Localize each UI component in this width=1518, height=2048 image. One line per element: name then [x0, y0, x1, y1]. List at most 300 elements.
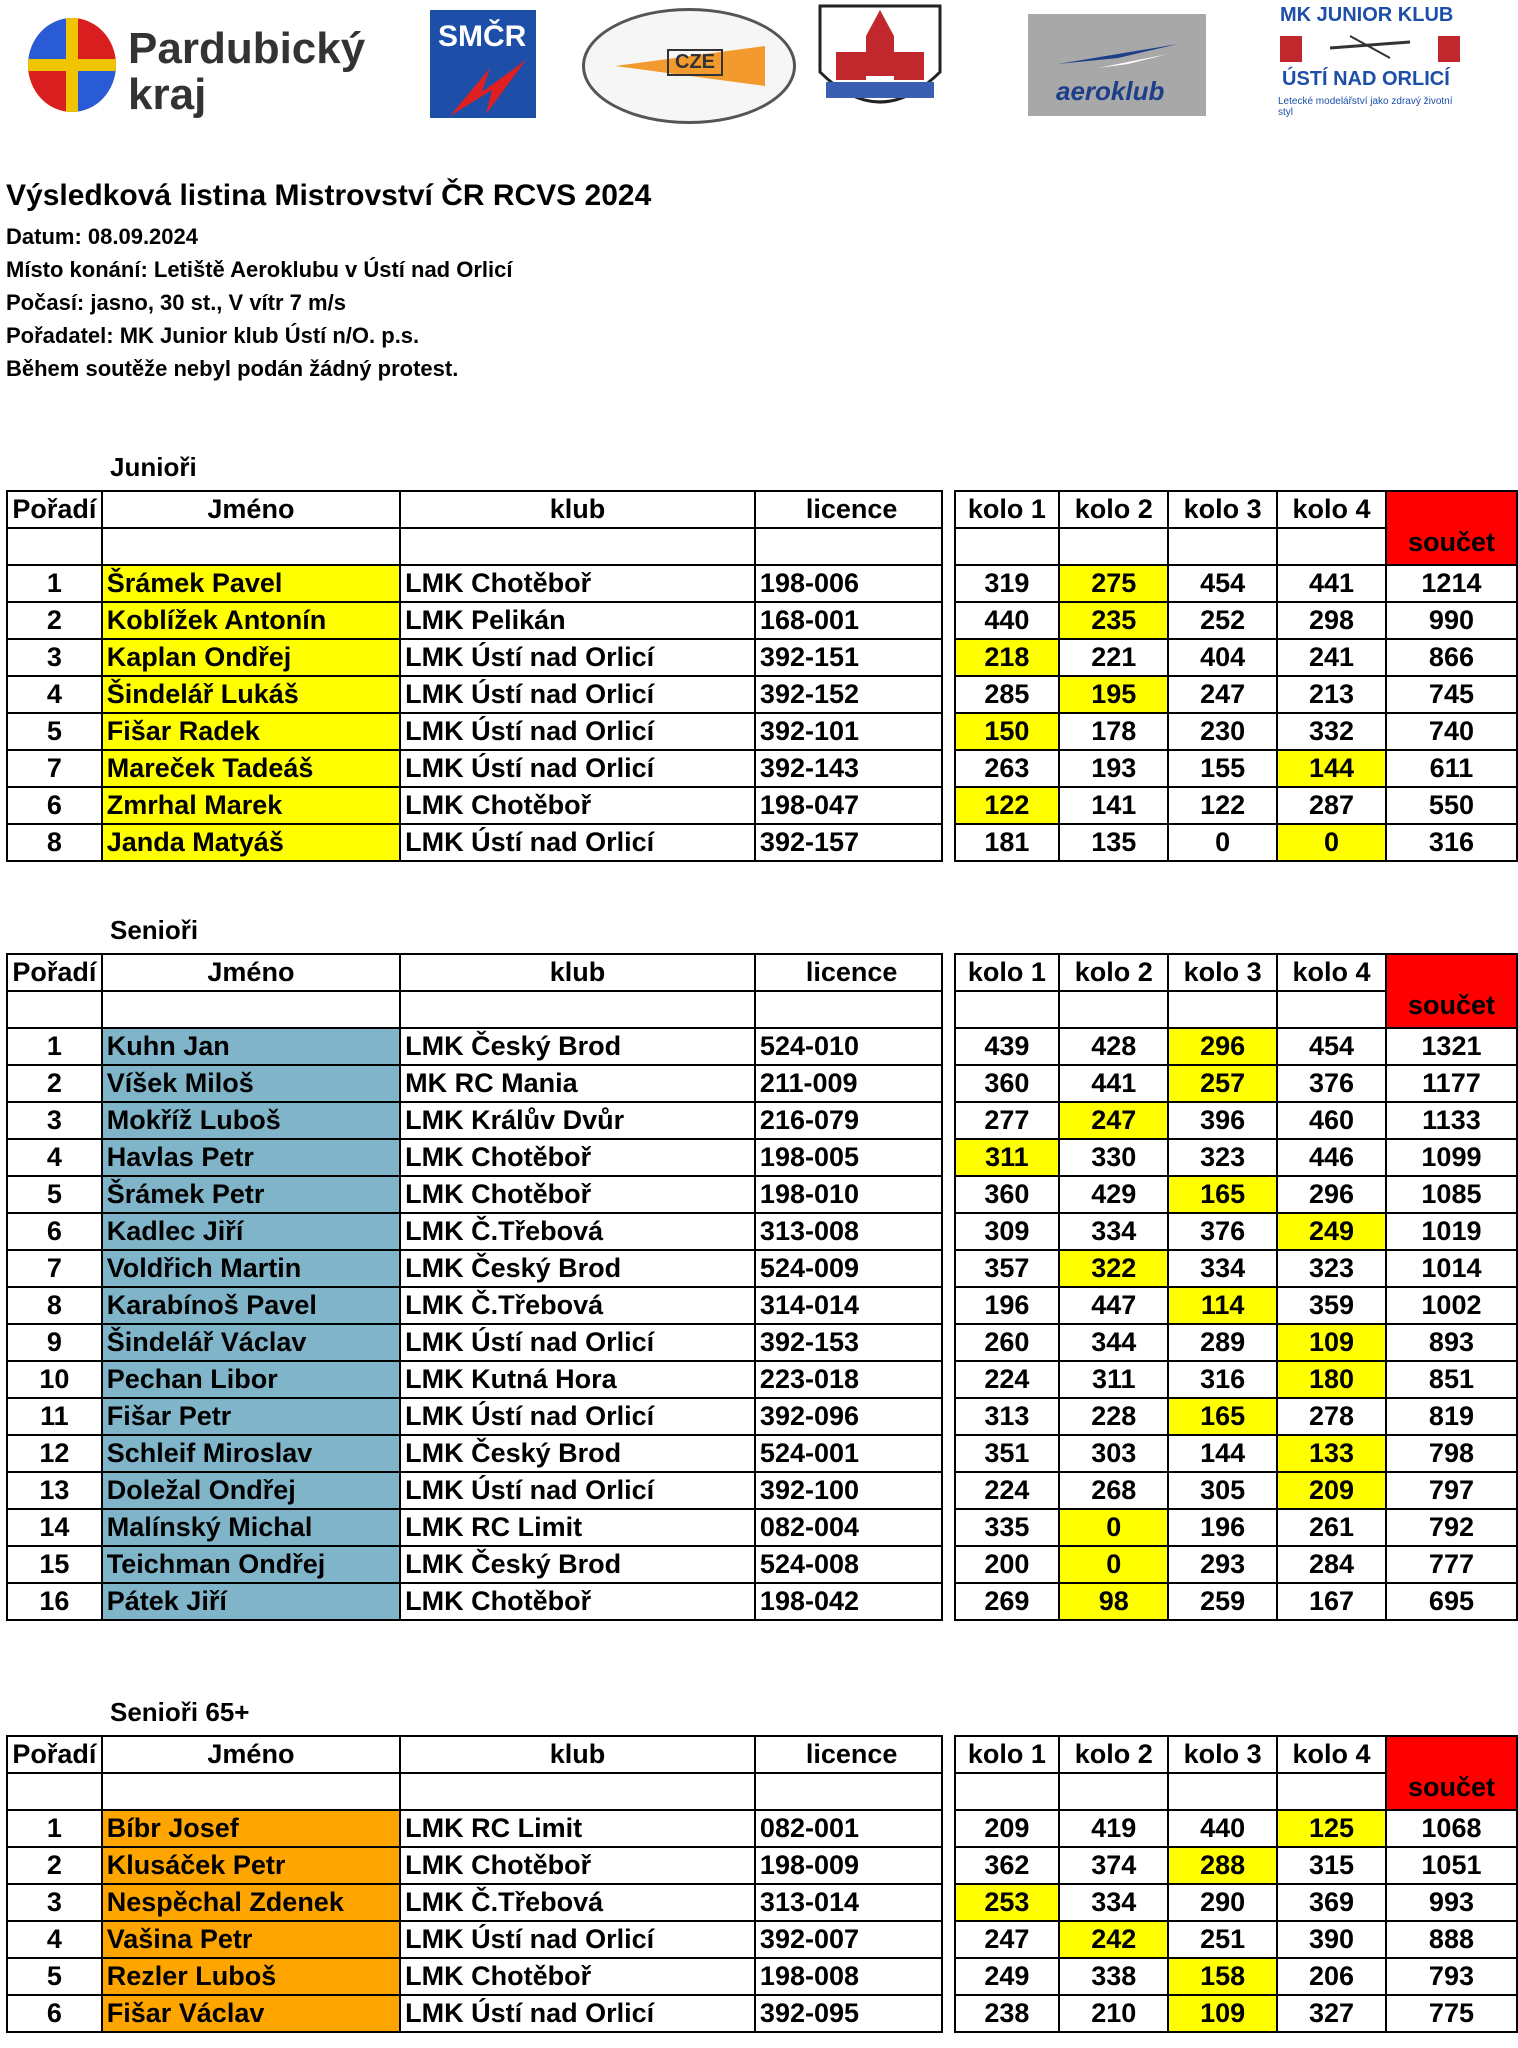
round-4-score-cell: 167: [1277, 1583, 1386, 1620]
round-2-score-cell: 195: [1059, 676, 1168, 713]
round-2-score-cell: 311: [1059, 1361, 1168, 1398]
licence-cell: 198-009: [755, 1847, 942, 1884]
round-4-score-cell: 454: [1277, 1028, 1386, 1065]
round-1-score-cell: 150: [955, 713, 1060, 750]
round-4-score-cell: 0: [1277, 824, 1386, 861]
competitor-name-cell: Janda Matyáš: [102, 824, 400, 861]
table-row: [7, 1176, 1517, 1213]
round-4-score-cell: 390: [1277, 1921, 1386, 1958]
pardubicky-kraj-logo: Pardubický kraj: [128, 24, 366, 119]
round-2-score-cell: 322: [1059, 1250, 1168, 1287]
round-1-score-cell: 351: [955, 1435, 1060, 1472]
round-4-score-cell: 249: [1277, 1213, 1386, 1250]
round-2-score-cell: 344: [1059, 1324, 1168, 1361]
round-3-header: kolo 3: [1168, 954, 1277, 991]
round-3-score-cell: 305: [1168, 1472, 1277, 1509]
competitor-name-cell: Nespěchal Zdenek: [102, 1884, 400, 1921]
round-4-header: kolo 4: [1277, 491, 1386, 528]
round-4-score-cell: 287: [1277, 787, 1386, 824]
round-3-score-cell: 376: [1168, 1213, 1277, 1250]
round-2-score-cell: 0: [1059, 1546, 1168, 1583]
column-separator: [942, 1509, 954, 1546]
licence-cell: 313-008: [755, 1213, 942, 1250]
round-3-score-cell: 316: [1168, 1361, 1277, 1398]
rank-cell: 2: [7, 1065, 102, 1102]
licence-cell: 223-018: [755, 1361, 942, 1398]
empty-header-cell: [1168, 1773, 1277, 1810]
sum-header: součet: [1386, 1736, 1517, 1810]
column-separator: [942, 491, 954, 565]
sum-cell: 777: [1386, 1546, 1517, 1583]
licence-cell: 392-101: [755, 713, 942, 750]
section-title-seniors-65: Senioři 65+: [110, 1697, 250, 1727]
round-3-score-cell: 165: [1168, 1398, 1277, 1435]
rank-cell: 4: [7, 1139, 102, 1176]
round-2-header: kolo 2: [1059, 1736, 1168, 1773]
round-3-score-cell: 454: [1168, 565, 1277, 602]
competitor-name-cell: Fišar Radek: [102, 713, 400, 750]
club-cell: LMK Ústí nad Orlicí: [400, 676, 755, 713]
table-subheader-row: [7, 528, 1517, 565]
club-cell: LMK RC Limit: [400, 1810, 755, 1847]
empty-header-cell: [755, 528, 942, 565]
round-3-score-cell: 290: [1168, 1884, 1277, 1921]
rank-cell: 6: [7, 1213, 102, 1250]
smcr-logo: SMČR: [430, 10, 536, 118]
rank-cell: 11: [7, 1398, 102, 1435]
sum-cell: 792: [1386, 1509, 1517, 1546]
sum-cell: 1321: [1386, 1028, 1517, 1065]
round-1-score-cell: 247: [955, 1921, 1060, 1958]
round-1-score-cell: 122: [955, 787, 1060, 824]
licence-cell: 082-004: [755, 1509, 942, 1546]
round-1-header: kolo 1: [955, 1736, 1060, 1773]
round-2-score-cell: 141: [1059, 787, 1168, 824]
table-row: [7, 1361, 1517, 1398]
empty-header-cell: [400, 991, 755, 1028]
round-1-score-cell: 224: [955, 1472, 1060, 1509]
licence-cell: 198-008: [755, 1958, 942, 1995]
table-row: [7, 1509, 1517, 1546]
competitor-name-cell: Koblížek Antonín: [102, 602, 400, 639]
round-4-score-cell: 109: [1277, 1324, 1386, 1361]
sum-cell: 1214: [1386, 565, 1517, 602]
round-1-score-cell: 224: [955, 1361, 1060, 1398]
rank-cell: 14: [7, 1509, 102, 1546]
round-3-score-cell: 257: [1168, 1065, 1277, 1102]
table-row: [7, 1102, 1517, 1139]
club-cell: MK RC Mania: [400, 1065, 755, 1102]
weather-line: Počasí: jasno, 30 st., V vítr 7 m/s: [6, 290, 346, 315]
round-3-score-cell: 165: [1168, 1176, 1277, 1213]
competitor-name-cell: Mokříž Luboš: [102, 1102, 400, 1139]
column-separator: [942, 1250, 954, 1287]
round-1-score-cell: 218: [955, 639, 1060, 676]
table-row: [7, 1250, 1517, 1287]
round-1-score-cell: 285: [955, 676, 1060, 713]
sum-cell: 1014: [1386, 1250, 1517, 1287]
round-4-score-cell: 376: [1277, 1065, 1386, 1102]
licence-cell: 392-100: [755, 1472, 942, 1509]
club-cell: LMK Chotěboř: [400, 1958, 755, 1995]
round-3-score-cell: 230: [1168, 713, 1277, 750]
column-separator: [942, 1546, 954, 1583]
column-separator: [942, 1958, 954, 1995]
column-separator: [942, 1102, 954, 1139]
round-2-score-cell: 334: [1059, 1213, 1168, 1250]
round-3-score-cell: 155: [1168, 750, 1277, 787]
rank-cell: 12: [7, 1435, 102, 1472]
club-cell: LMK Chotěboř: [400, 1176, 755, 1213]
round-1-score-cell: 357: [955, 1250, 1060, 1287]
rank-cell: 2: [7, 1847, 102, 1884]
club-cell: LMK Ústí nad Orlicí: [400, 1472, 755, 1509]
round-3-score-cell: 404: [1168, 639, 1277, 676]
protest-line: Během soutěže nebyl podán žádný protest.: [6, 356, 459, 381]
sum-cell: 793: [1386, 1958, 1517, 1995]
round-3-score-cell: 122: [1168, 787, 1277, 824]
empty-header-cell: [102, 1773, 400, 1810]
licence-cell: 392-153: [755, 1324, 942, 1361]
club-cell: LMK Ústí nad Orlicí: [400, 824, 755, 861]
round-4-score-cell: 144: [1277, 750, 1386, 787]
round-3-score-cell: 334: [1168, 1250, 1277, 1287]
empty-header-cell: [7, 528, 102, 565]
licence-cell: 524-001: [755, 1435, 942, 1472]
town-coat-of-arms-icon: [816, 2, 944, 122]
results-header: [6, 176, 651, 385]
rank-cell: 8: [7, 1287, 102, 1324]
round-3-score-cell: 293: [1168, 1546, 1277, 1583]
column-separator: [942, 1583, 954, 1620]
round-2-score-cell: 235: [1059, 602, 1168, 639]
round-4-score-cell: 369: [1277, 1884, 1386, 1921]
licence-cell: 313-014: [755, 1884, 942, 1921]
round-1-score-cell: 238: [955, 1995, 1060, 2032]
round-4-score-cell: 284: [1277, 1546, 1386, 1583]
rank-cell: 5: [7, 1176, 102, 1213]
table-row: [7, 1398, 1517, 1435]
rank-cell: 6: [7, 1995, 102, 2032]
licence-cell: 198-010: [755, 1176, 942, 1213]
club-cell: LMK Kutná Hora: [400, 1361, 755, 1398]
competitor-name-cell: Víšek Miloš: [102, 1065, 400, 1102]
round-4-score-cell: 298: [1277, 602, 1386, 639]
rank-cell: 3: [7, 639, 102, 676]
empty-header-cell: [955, 528, 1060, 565]
rank-cell: 3: [7, 1884, 102, 1921]
section-title-seniors: Senioři: [110, 915, 199, 945]
round-1-score-cell: 196: [955, 1287, 1060, 1324]
table-row: [7, 1546, 1517, 1583]
round-3-score-cell: 396: [1168, 1102, 1277, 1139]
sum-cell: 740: [1386, 713, 1517, 750]
club-cell: LMK Č.Třebová: [400, 1884, 755, 1921]
licence-cell: 198-005: [755, 1139, 942, 1176]
table-row: [7, 639, 1517, 676]
licence-cell: 082-001: [755, 1810, 942, 1847]
licence-cell: 392-095: [755, 1995, 942, 2032]
column-separator: [942, 1736, 954, 1810]
round-2-score-cell: 228: [1059, 1398, 1168, 1435]
round-2-score-cell: 247: [1059, 1102, 1168, 1139]
club-cell: LMK Český Brod: [400, 1435, 755, 1472]
rank-cell: 8: [7, 824, 102, 861]
round-1-header: kolo 1: [955, 491, 1060, 528]
rank-cell: 13: [7, 1472, 102, 1509]
rank-cell: 3: [7, 1102, 102, 1139]
round-1-score-cell: 362: [955, 1847, 1060, 1884]
round-4-score-cell: 332: [1277, 713, 1386, 750]
competitor-name-cell: Šrámek Petr: [102, 1176, 400, 1213]
column-separator: [942, 1435, 954, 1472]
round-1-score-cell: 335: [955, 1509, 1060, 1546]
rank-cell: 4: [7, 1921, 102, 1958]
sum-cell: 798: [1386, 1435, 1517, 1472]
column-separator: [942, 639, 954, 676]
club-cell: LMK Ústí nad Orlicí: [400, 639, 755, 676]
empty-header-cell: [1168, 528, 1277, 565]
column-separator: [942, 676, 954, 713]
column-separator: [942, 1287, 954, 1324]
table-row: [7, 1028, 1517, 1065]
licence-cell: 198-047: [755, 787, 942, 824]
competitor-name-cell: Voldřich Martin: [102, 1250, 400, 1287]
round-1-score-cell: 319: [955, 565, 1060, 602]
round-3-score-cell: 158: [1168, 1958, 1277, 1995]
competitor-name-cell: Schleif Miroslav: [102, 1435, 400, 1472]
round-4-score-cell: 296: [1277, 1176, 1386, 1213]
empty-header-cell: [102, 991, 400, 1028]
table-row: [7, 1324, 1517, 1361]
competitor-name-cell: Karabínoš Pavel: [102, 1287, 400, 1324]
section-title-juniors: Junioři: [110, 452, 197, 482]
club-cell: LMK Chotěboř: [400, 565, 755, 602]
round-3-score-cell: 252: [1168, 602, 1277, 639]
empty-header-cell: [755, 991, 942, 1028]
sum-cell: 1085: [1386, 1176, 1517, 1213]
sum-cell: 1002: [1386, 1287, 1517, 1324]
competitor-name-cell: Bíbr Josef: [102, 1810, 400, 1847]
sum-cell: 1019: [1386, 1213, 1517, 1250]
rank-cell: 6: [7, 787, 102, 824]
licence-cell: 392-143: [755, 750, 942, 787]
sum-header: součet: [1386, 954, 1517, 1028]
sum-cell: 611: [1386, 750, 1517, 787]
sum-cell: 797: [1386, 1472, 1517, 1509]
name-header: Jméno: [102, 491, 400, 528]
rank-cell: 4: [7, 676, 102, 713]
sum-cell: 993: [1386, 1884, 1517, 1921]
table-header-row: [7, 491, 1517, 528]
competitor-name-cell: Malínský Michal: [102, 1509, 400, 1546]
round-1-score-cell: 277: [955, 1102, 1060, 1139]
sum-cell: 1099: [1386, 1139, 1517, 1176]
rank-header: Pořadí: [7, 491, 102, 528]
table-row: [7, 1213, 1517, 1250]
club-header: klub: [400, 491, 755, 528]
club-header: klub: [400, 1736, 755, 1773]
club-cell: LMK Chotěboř: [400, 787, 755, 824]
results-table-seniors: [6, 953, 1518, 1621]
table-subheader-row: [7, 1773, 1517, 1810]
table-subheader-row: [7, 991, 1517, 1028]
table-row: [7, 1287, 1517, 1324]
round-3-header: kolo 3: [1168, 1736, 1277, 1773]
rank-cell: 7: [7, 1250, 102, 1287]
round-4-header: kolo 4: [1277, 1736, 1386, 1773]
sum-cell: 888: [1386, 1921, 1517, 1958]
column-separator: [942, 1065, 954, 1102]
round-2-score-cell: 178: [1059, 713, 1168, 750]
table-row: [7, 1065, 1517, 1102]
competitor-name-cell: Havlas Petr: [102, 1139, 400, 1176]
round-4-score-cell: 209: [1277, 1472, 1386, 1509]
table-row: [7, 1995, 1517, 2032]
round-2-score-cell: 242: [1059, 1921, 1168, 1958]
round-2-score-cell: 193: [1059, 750, 1168, 787]
competitor-name-cell: Kuhn Jan: [102, 1028, 400, 1065]
round-3-score-cell: 296: [1168, 1028, 1277, 1065]
empty-header-cell: [1277, 528, 1386, 565]
round-2-score-cell: 374: [1059, 1847, 1168, 1884]
round-4-score-cell: 261: [1277, 1509, 1386, 1546]
round-2-header: kolo 2: [1059, 954, 1168, 991]
round-1-score-cell: 439: [955, 1028, 1060, 1065]
competitor-name-cell: Fišar Václav: [102, 1995, 400, 2032]
sum-cell: 866: [1386, 639, 1517, 676]
round-2-score-cell: 428: [1059, 1028, 1168, 1065]
club-cell: LMK Chotěboř: [400, 1847, 755, 1884]
empty-header-cell: [1059, 528, 1168, 565]
competitor-name-cell: Teichman Ondřej: [102, 1546, 400, 1583]
round-1-score-cell: 311: [955, 1139, 1060, 1176]
competitor-name-cell: Fišar Petr: [102, 1398, 400, 1435]
licence-header: licence: [755, 1736, 942, 1773]
sum-cell: 1051: [1386, 1847, 1517, 1884]
licence-cell: 392-096: [755, 1398, 942, 1435]
round-4-score-cell: 323: [1277, 1250, 1386, 1287]
club-cell: LMK Chotěboř: [400, 1139, 755, 1176]
competitor-name-cell: Zmrhal Marek: [102, 787, 400, 824]
rank-cell: 2: [7, 602, 102, 639]
licence-cell: 216-079: [755, 1102, 942, 1139]
round-1-header: kolo 1: [955, 954, 1060, 991]
column-separator: [942, 954, 954, 1028]
empty-header-cell: [102, 528, 400, 565]
column-separator: [942, 787, 954, 824]
competitor-name-cell: Doležal Ondřej: [102, 1472, 400, 1509]
rank-cell: 1: [7, 1810, 102, 1847]
sum-cell: 550: [1386, 787, 1517, 824]
round-4-score-cell: 327: [1277, 1995, 1386, 2032]
round-2-score-cell: 303: [1059, 1435, 1168, 1472]
column-separator: [942, 1921, 954, 1958]
round-3-score-cell: 144: [1168, 1435, 1277, 1472]
table-row: [7, 676, 1517, 713]
round-3-score-cell: 196: [1168, 1509, 1277, 1546]
column-separator: [942, 1847, 954, 1884]
licence-cell: 392-157: [755, 824, 942, 861]
empty-header-cell: [1059, 1773, 1168, 1810]
sum-cell: 893: [1386, 1324, 1517, 1361]
rank-cell: 7: [7, 750, 102, 787]
mk-junior-klub-logo: MK JUNIOR KLUB ÚSTÍ NAD ORLICÍ Letecké modelářství jako zdravý životní styl: [1270, 4, 1470, 116]
column-separator: [942, 1213, 954, 1250]
column-separator: [942, 565, 954, 602]
column-separator: [942, 1810, 954, 1847]
competitor-name-cell: Šrámek Pavel: [102, 565, 400, 602]
round-2-score-cell: 0: [1059, 1509, 1168, 1546]
competitor-name-cell: Pechan Libor: [102, 1361, 400, 1398]
club-cell: LMK Pelikán: [400, 602, 755, 639]
club-cell: LMK Č.Třebová: [400, 1287, 755, 1324]
competitor-name-cell: Klusáček Petr: [102, 1847, 400, 1884]
table-row: [7, 1958, 1517, 1995]
round-3-score-cell: 109: [1168, 1995, 1277, 2032]
club-cell: LMK Český Brod: [400, 1028, 755, 1065]
round-1-score-cell: 181: [955, 824, 1060, 861]
club-cell: LMK Č.Třebová: [400, 1213, 755, 1250]
round-2-score-cell: 330: [1059, 1139, 1168, 1176]
licence-cell: 392-152: [755, 676, 942, 713]
round-4-score-cell: 125: [1277, 1810, 1386, 1847]
competitor-name-cell: Vašina Petr: [102, 1921, 400, 1958]
sum-cell: 1177: [1386, 1065, 1517, 1102]
organizer-line: Pořadatel: MK Junior klub Ústí n/O. p.s.: [6, 323, 420, 348]
empty-header-cell: [1168, 991, 1277, 1028]
round-3-score-cell: 114: [1168, 1287, 1277, 1324]
column-separator: [942, 1176, 954, 1213]
round-4-score-cell: 213: [1277, 676, 1386, 713]
round-2-score-cell: 135: [1059, 824, 1168, 861]
club-cell: LMK Ústí nad Orlicí: [400, 713, 755, 750]
round-1-score-cell: 260: [955, 1324, 1060, 1361]
rank-cell: 10: [7, 1361, 102, 1398]
table-row: [7, 1435, 1517, 1472]
round-1-score-cell: 360: [955, 1065, 1060, 1102]
competitor-name-cell: Kadlec Jiří: [102, 1213, 400, 1250]
round-4-score-cell: 206: [1277, 1958, 1386, 1995]
empty-header-cell: [400, 1773, 755, 1810]
competitor-name-cell: Šindelář Lukáš: [102, 676, 400, 713]
empty-header-cell: [1059, 991, 1168, 1028]
round-2-score-cell: 338: [1059, 1958, 1168, 1995]
club-cell: LMK Ústí nad Orlicí: [400, 1921, 755, 1958]
licence-cell: 524-008: [755, 1546, 942, 1583]
round-2-score-cell: 429: [1059, 1176, 1168, 1213]
round-3-score-cell: 0: [1168, 824, 1277, 861]
round-3-score-cell: 251: [1168, 1921, 1277, 1958]
cze-badge-logo: CZE: [582, 8, 796, 124]
round-2-score-cell: 210: [1059, 1995, 1168, 2032]
empty-header-cell: [1277, 991, 1386, 1028]
club-cell: LMK Chotěboř: [400, 1583, 755, 1620]
round-3-score-cell: 288: [1168, 1847, 1277, 1884]
sum-cell: 695: [1386, 1583, 1517, 1620]
round-1-score-cell: 249: [955, 1958, 1060, 1995]
column-separator: [942, 1361, 954, 1398]
table-row: [7, 1810, 1517, 1847]
licence-cell: 392-151: [755, 639, 942, 676]
column-separator: [942, 713, 954, 750]
round-1-score-cell: 253: [955, 1884, 1060, 1921]
name-header: Jméno: [102, 954, 400, 991]
table-row: [7, 787, 1517, 824]
competitor-name-cell: Šindelář Václav: [102, 1324, 400, 1361]
logo-strip: [0, 0, 1518, 130]
round-2-score-cell: 221: [1059, 639, 1168, 676]
